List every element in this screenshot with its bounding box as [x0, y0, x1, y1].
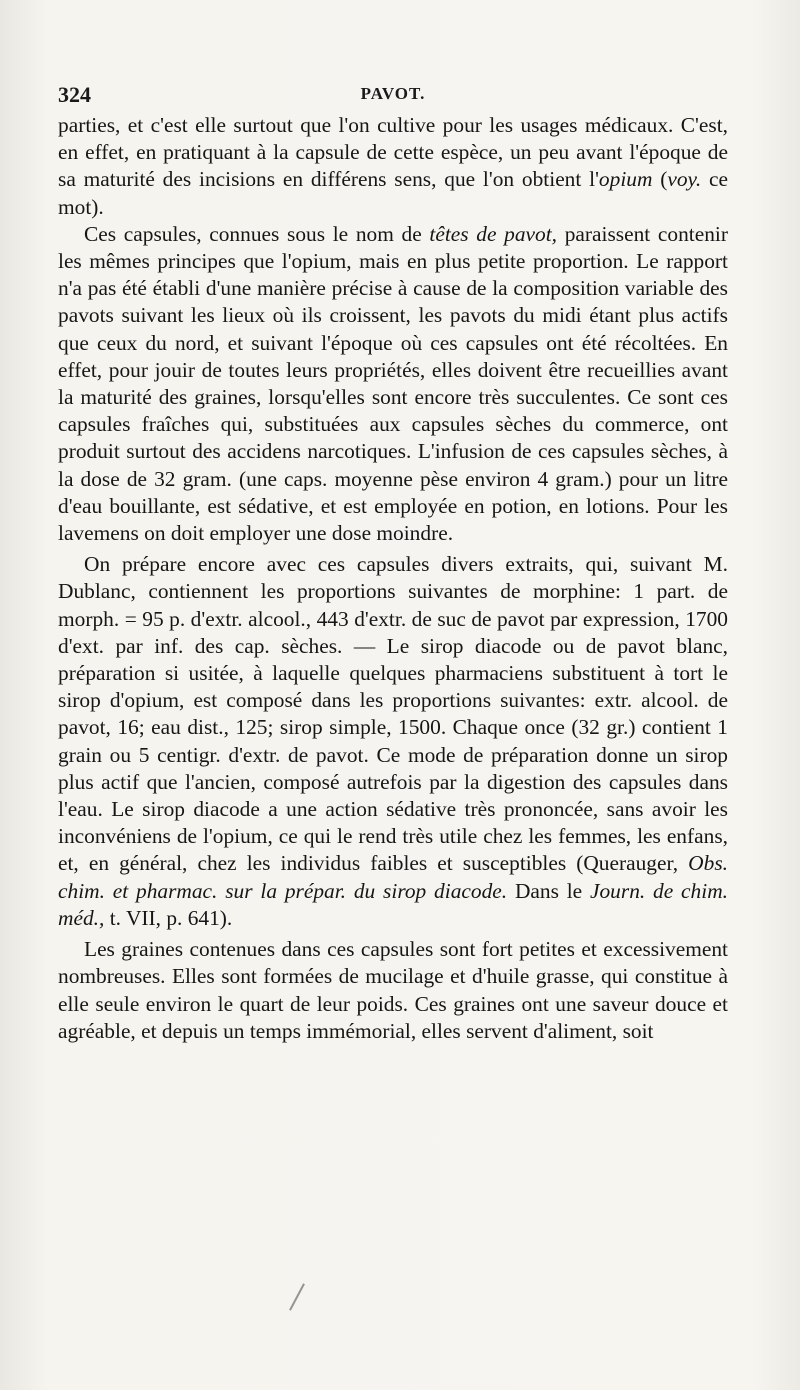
pencil-mark	[289, 1283, 305, 1310]
body-text	[58, 112, 728, 1045]
italic-text-segment: voy.	[667, 167, 702, 192]
paragraph-3	[58, 551, 728, 932]
text-segment: (	[652, 167, 668, 192]
italic-text-segment: Journ. de chim. méd.,	[58, 878, 728, 930]
running-head: PAVOT.	[360, 84, 426, 103]
paragraph-2	[58, 221, 728, 547]
text-segment: parties, et c'est elle surtout que l'on cultive pour les usages médicaux. C'est, en effet, en pratiquant à la capsule de cette espèce, un peu avant l'époque de sa maturité des incisions en différens sens, que l'on obtient l'	[58, 113, 728, 192]
paragraph-1	[58, 112, 728, 221]
page-number: 324	[58, 82, 91, 107]
paragraph-4	[58, 936, 728, 1045]
text-segment: ce mot).	[58, 167, 728, 219]
text-segment: t. VII, p. 641).	[104, 905, 233, 930]
text-segment: Ces capsules, connues sous le nom de	[84, 221, 430, 246]
italic-text-segment: opium	[598, 167, 653, 192]
text-segment: On prépare encore avec ces capsules divers extraits, qui, suivant M. Dublanc, contiennent les proportions suivantes de morphine: 1 part. de morph. = 95 p. d'extr. alcool., 443 d'extr. de suc de pavot par expression, 1700 d'ext. par inf. des cap. sèches. — Le sirop diacode ou de pavot blanc, préparation si usitée, à laquelle quelques pharmaciens substituent à tort le sirop d'opium, est composé dans les proportions suivantes: extr. alcool. de pavot, 16; eau dist., 125; sirop simple, 1500. Chaque once (32 gr.) contient 1 grain ou 5 centigr. d'extr. de pavot. Ce mode de préparation donne un sirop plus actif que l'ancien, composé autrefois par la digestion des capsules dans l'eau. Le sirop diacode a une action sédative très prononcée, sans avoir les inconvéniens de l'opium, ce qui le rend très utile chez les femmes, les enfans, et, en général, chez les individus faibles et susceptibles (Querauger,	[58, 552, 728, 876]
text-segment: Les graines contenues dans ces capsules sont fort petites et excessivement nombreuses. Elles sont formées de mucilage et d'huile grasse, qui constitue à elle seule environ le quart de leur poids. Ces graines ont une saveur douce et agréable, et depuis un temps immémorial, elles servent d'aliment, soit	[58, 937, 728, 1043]
text-segment: Dans le	[507, 878, 590, 903]
page-header	[58, 82, 728, 108]
text-segment: paraissent contenir les mêmes principes que l'opium, mais en plus petite proportion. Le rapport n'a pas été établi d'une manière précise à cause de la composition variable des pavots suivant les lieux où ils croissent, les pavots du midi étant plus actifs que ceux du nord, et suivant l'époque où ces capsules ont été récoltées. En effet, pour jouir de toutes leurs propriétés, elles doivent être recueillies avant la maturité des graines, lorsqu'elles sont encore très succulentes. Ce sont ces capsules fraîches qui, substituées aux capsules sèches du commerce, ont produit surtout des accidens narcotiques. L'infusion de ces capsules sèches, à la dose de 32 gram. (une caps. moyenne pèse environ 4 gram.) pour un litre d'eau bouillante, est sédative, et est employée en potion, en lotions. Pour les lavemens on doit employer une dose moindre.	[58, 221, 728, 546]
italic-text-segment: Obs. chim. et pharmac. sur la prépar. du sirop diacode.	[58, 851, 728, 903]
italic-text-segment: têtes de pavot,	[429, 221, 558, 246]
